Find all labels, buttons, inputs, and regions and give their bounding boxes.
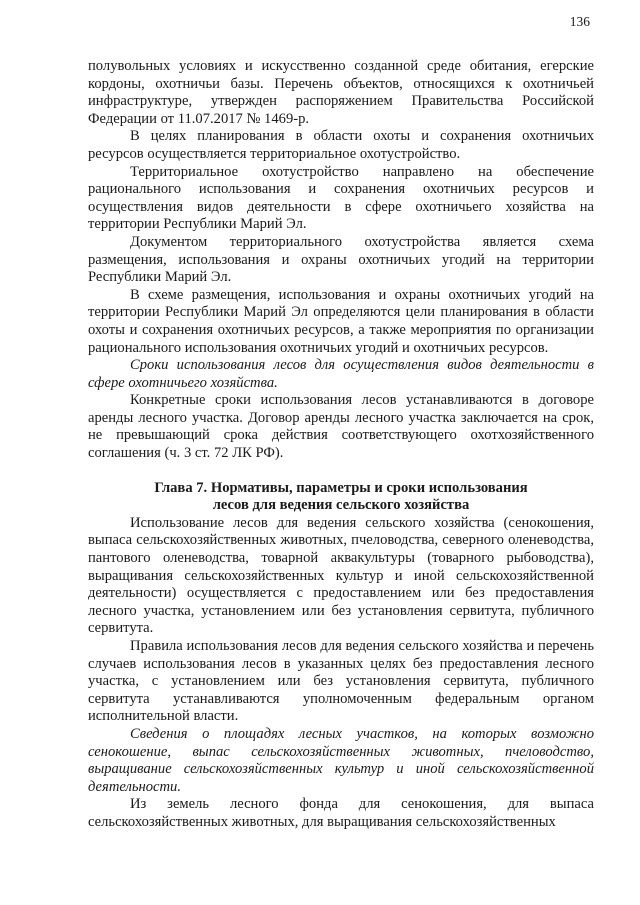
paragraph: Конкретные сроки использования лесов устанавливаются в договоре аренды лесного участка. Договор аренды лесного участка заключается на срок, не превышающий срока действия соответствующего охотхозяйственного соглашения (ч. 3 ст. 72 ЛК РФ). (88, 392, 594, 462)
paragraph: В целях планирования в области охоты и сохранения охотничьих ресурсов осуществляется территориальное охотустройство. (88, 128, 594, 162)
chapter-heading-line: лесов для ведения сельского хозяйства (212, 497, 470, 514)
paragraph: В схеме размещения, использования и охраны охотничьих угодий на территории Республики Марий Эл определяются цели планирования в области охоты и сохранения охотничьих ресурсов, а также мероприятия по организации рационального использования охотничьих угодий и охотничьих ресурсов. (88, 286, 594, 356)
paragraph: Из земель лесного фонда для сенокошения, для выпаса сельскохозяйственных животных, для выращивания сельскохозяйственных (88, 796, 594, 830)
paragraph: полувольных условиях и искусственно созданной среде обитания, егерские кордоны, охотничьи базы. Перечень объектов, относящихся к охотничьей инфраструктуре, утвержден распоряжением Правительства Российской Федерации от 11.07.2017 № 1469-р. (88, 58, 594, 127)
page-number: 136 (569, 14, 590, 29)
italic-subheading: Сроки использования лесов для осуществления видов деятельности в сфере охотничьего хозяйства. (88, 357, 594, 391)
paragraph: Документом территориального охотустройства является схема размещения, использования и охраны охотничьих угодий на территории Республики Марий Эл. (88, 233, 594, 286)
paragraph: Правила использования лесов для ведения сельского хозяйства и перечень случаев использования лесов в указанных целях без предоставления лесного участка, с установлением или без установления сервитута, публичного сервитута устанавливаются уполномоченным федеральным органом исполнительной власти. (88, 638, 594, 725)
document-body (88, 58, 594, 832)
paragraph: Использование лесов для ведения сельского хозяйства (сенокошения, выпаса сельскохозяйственных животных, пчеловодства, северного оленеводства, пантового оленеводства, товарной аквакультуры (товарного рыбоводства), выращивания сельскохозяйственных культур и иной сельскохозяйственной деятельности) осуществляется с предоставлением или без предоставления лесного участка, установлением или без установления сервитута, публичного сервитута. (88, 514, 594, 637)
chapter-heading-line: Глава 7. Нормативы, параметры и сроки использования (154, 479, 528, 496)
paragraph: Территориальное охотустройство направлено на обеспечение рационального использования и сохранения охотничьих ресурсов и осуществления видов деятельности в сфере охотничьего хозяйства на территории Республики Марий Эл. (88, 163, 594, 233)
italic-subheading: Сведения о площадях лесных участков, на которых возможно сенокошение, выпас сельскохозяйственных животных, пчеловодство, выращивание сельскохозяйственных культур и иной сельскохозяйственной деятельности. (88, 725, 594, 795)
chapter-heading (88, 480, 594, 515)
